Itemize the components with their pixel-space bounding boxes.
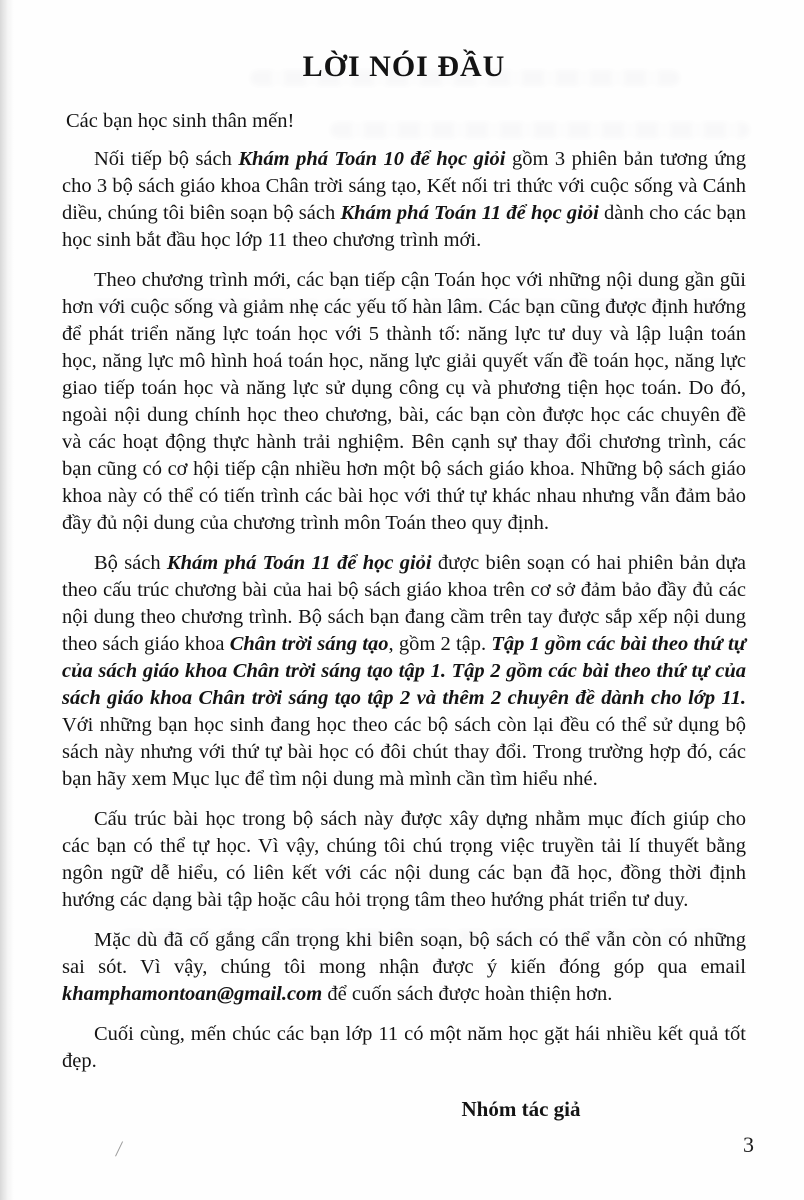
paragraph: [62, 550, 746, 793]
body-text: được biên soạn có hai phiên bản dựa theo cấu trúc chương bài của hai bộ sách giáo khoa trên cơ sở đảm bảo đầy đủ các nội dung theo chương trình. Bộ sách bạn đang cầm trên tay được sắp xếp nội dung theo sách giáo khoa: [62, 552, 746, 655]
body-text: Với những bạn học sinh đang học theo các bộ sách còn lại đều có thể sử dụng bộ sách này nhưng với thứ tự bài học có đôi chút thay đổi. Trong trường hợp đó, các bạn hãy xem Mục lục để tìm nội dung mà mình cần tìm hiểu nhé.: [62, 714, 746, 790]
paragraph: [62, 927, 746, 1008]
body-text: Nối tiếp bộ sách: [94, 148, 239, 170]
body-text: gồm 3 phiên bản tương ứng cho 3 bộ sách giáo khoa Chân trời sáng tạo, Kết nối tri thức với cuộc sống và Cánh diều, chúng tôi biên soạn bộ sách: [62, 148, 746, 224]
body-text: , gồm 2 tập.: [388, 633, 492, 655]
paragraph: [62, 1021, 746, 1075]
paragraph: [62, 146, 746, 254]
body-text: Bộ sách: [94, 552, 167, 574]
scan-edge-shadow: [0, 0, 14, 1200]
emphasized-text: Khám phá Toán 11 để học giỏi: [340, 202, 599, 224]
page-title: LỜI NÓI ĐẦU: [302, 50, 506, 83]
emphasized-text: Tập 1 gồm các bài theo thứ tự của sách giáo khoa Chân trời sáng tạo tập 1. Tập 2 gồm các bài theo thứ tự của sách giáo khoa Chân trời sáng tạo tập 2 và thêm 2 chuyên đề dành cho lớp 11.: [62, 633, 747, 709]
paragraphs: [62, 146, 746, 1075]
pen-mark: /: [114, 1136, 124, 1161]
page-number: 3: [743, 1132, 754, 1157]
author-signature: Nhóm tác giả: [461, 1097, 581, 1121]
emphasized-text: Chân trời sáng tạo: [229, 633, 389, 655]
emphasized-text: Khám phá Toán 11 để học giỏi: [166, 552, 432, 574]
body-text: dành cho các bạn học sinh bắt đầu học lớp 11 theo chương trình mới.: [62, 202, 747, 251]
body-text: Cấu trúc bài học trong bộ sách này được xây dựng nhằm mục đích giúp cho các bạn có thể tự học. Vì vậy, chúng tôi chú trọng việc truyền tải lí thuyết bằng ngôn ngữ dễ hiểu, có liên kết với các nội dung các bạn đã học, đồng thời định hướng các dạng bài tập hoặc câu hỏi trọng tâm theo hướng phát triển tư duy.: [62, 808, 746, 911]
body-text: Theo chương trình mới, các bạn tiếp cận Toán học với những nội dung gần gũi hơn với cuộc sống và giảm nhẹ các yếu tố hàn lâm. Các bạn cũng được định hướng để phát triển năng lực toán học với 5 thành tố: năng lực tư duy và lập luận toán học, năng lực mô hình hoá toán học, năng lực giải quyết vấn đề toán học, năng lực giao tiếp toán học và năng lực sử dụng công cụ và phương tiện học toán. Do đó, ngoài nội dung chính học theo chương, bài, các bạn còn được học các chuyên đề và các hoạt động thực hành trải nghiệm. Bên cạnh sự thay đổi chương trình, các bạn cũng có cơ hội tiếp cận nhiều hơn một bộ sách giáo khoa. Những bộ sách giáo khoa này có thể có tiến trình các bài học với thứ tự khác nhau nhưng vẫn đảm bảo đầy đủ nội dung của chương trình môn Toán theo quy định.: [62, 269, 746, 534]
emphasized-text: khamphamontoan@gmail.com: [62, 983, 323, 1005]
body-text: để cuốn sách được hoàn thiện hơn.: [322, 983, 613, 1005]
salutation-line: Các bạn học sinh thân mến!: [66, 110, 295, 132]
paragraph: [62, 806, 746, 914]
body-text: Cuối cùng, mến chúc các bạn lớp 11 có một năm học gặt hái nhiều kết quả tốt đẹp.: [62, 1023, 746, 1072]
page-content: [62, 50, 746, 1122]
emphasized-text: Khám phá Toán 10 để học giỏi: [238, 148, 506, 170]
body-text: Mặc dù đã cố gắng cẩn trọng khi biên soạn, bộ sách có thể vẫn còn có những sai sót. Vì vậy, chúng tôi mong nhận được ý kiến đóng góp qua email: [62, 929, 746, 978]
paragraph: [62, 267, 746, 537]
